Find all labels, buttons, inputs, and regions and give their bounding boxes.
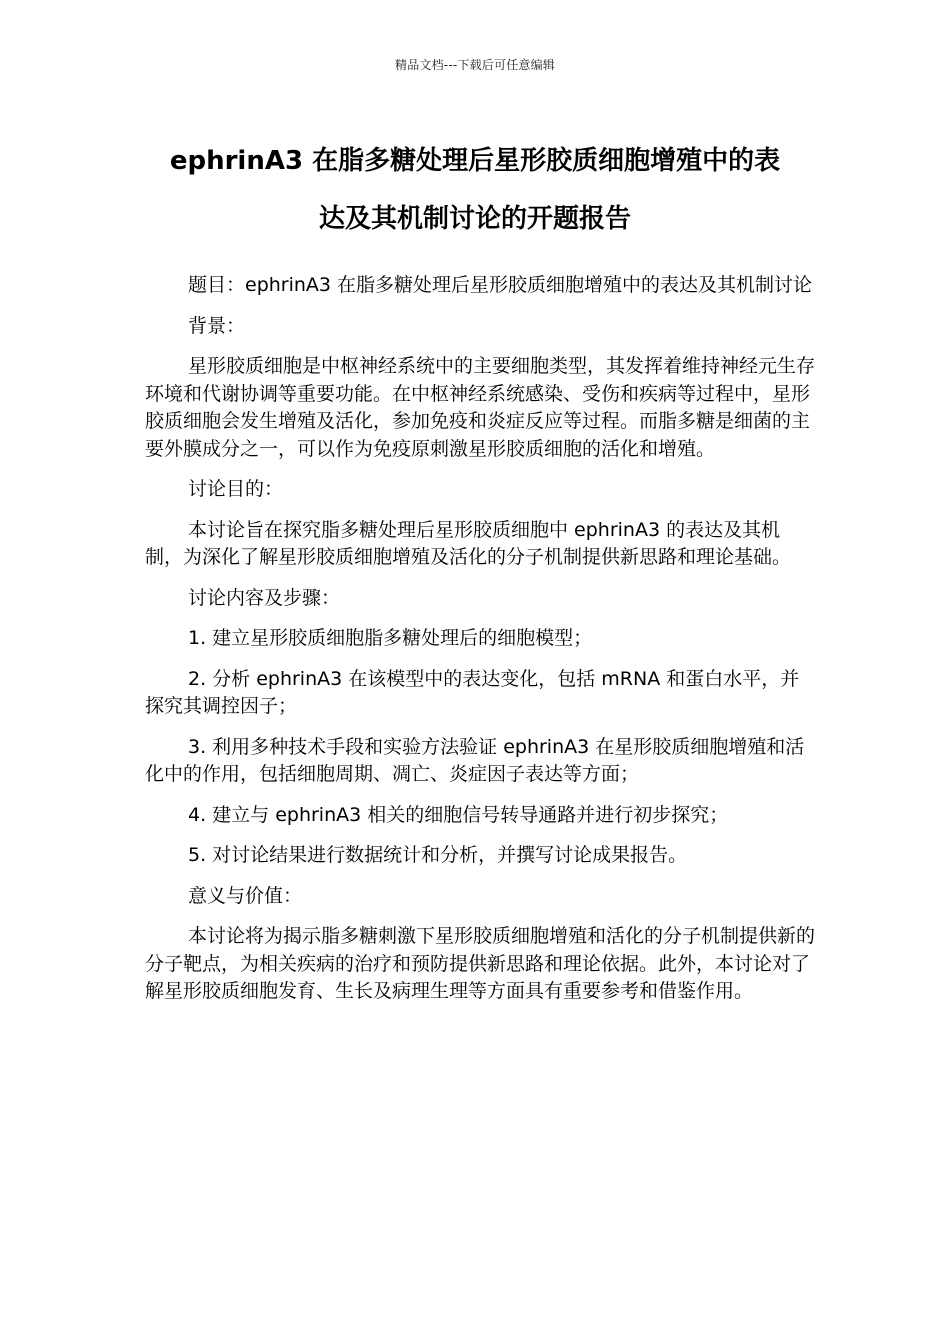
step-2: 2. 分析 ephrinA3 在该模型中的表达变化，包括 mRNA 和蛋白水平，并探究其调控因子； [145, 667, 800, 717]
purpose-paragraph: 本讨论旨在探究脂多糖处理后星形胶质细胞中 ephrinA3 的表达及其机制，为深化了解星形胶质细胞增殖及活化的分子机制提供新思路和理论基础。 [145, 518, 792, 568]
header-note: 精品文档---下载后可任意编辑 [395, 58, 555, 72]
content-heading: 讨论内容及步骤： [188, 586, 341, 609]
document-body [145, 272, 817, 1019]
title-line-2: 达及其机制讨论的开题报告 [318, 204, 631, 234]
purpose-heading: 讨论目的： [188, 478, 284, 500]
significance-paragraph: 本讨论将为揭示脂多糖刺激下星形胶质细胞增殖和活化的分子机制提供新的分子靶点，为相关疾病的治疗和预防提供新思路和理论依据。此外，本讨论对了解星形胶质细胞发育、生长及病理生理等方面具有重要参考和借鉴作用。 [145, 925, 816, 1002]
topic-paragraph: 题目：ephrinA3 在脂多糖处理后星形胶质细胞增殖中的表达及其机制讨论 [188, 274, 813, 296]
step-5: 5. 对讨论结果进行数据统计和分析，并撰写讨论成果报告。 [188, 844, 688, 866]
background-heading: 背景： [188, 314, 246, 337]
document-title [120, 132, 830, 248]
background-paragraph: 星形胶质细胞是中枢神经系统中的主要细胞类型，其发挥着维持神经元生存环境和代谢协调等重要功能。在中枢神经系统感染、受伤和疾病等过程中，星形胶质细胞会发生增殖及活化，参加免疫和炎症反应等过程。而脂多糖是细菌的主要外膜成分之一，可以作为免疫原刺激星形胶质细胞的活化和增殖。 [145, 355, 816, 460]
title-line-1: ephrinA3 在脂多糖处理后星形胶质细胞增殖中的表 [169, 146, 781, 176]
step-3: 3. 利用多种技术手段和实验方法验证 ephrinA3 在星形胶质细胞增殖和活化中的作用，包括细胞周期、凋亡、炎症因子表达等方面； [145, 735, 805, 785]
step-4: 4. 建立与 ephrinA3 相关的细胞信号转导通路并进行初步探究； [188, 803, 729, 826]
step-1: 1. 建立星形胶质细胞脂多糖处理后的细胞模型； [188, 627, 593, 649]
significance-heading: 意义与价值： [188, 884, 303, 907]
